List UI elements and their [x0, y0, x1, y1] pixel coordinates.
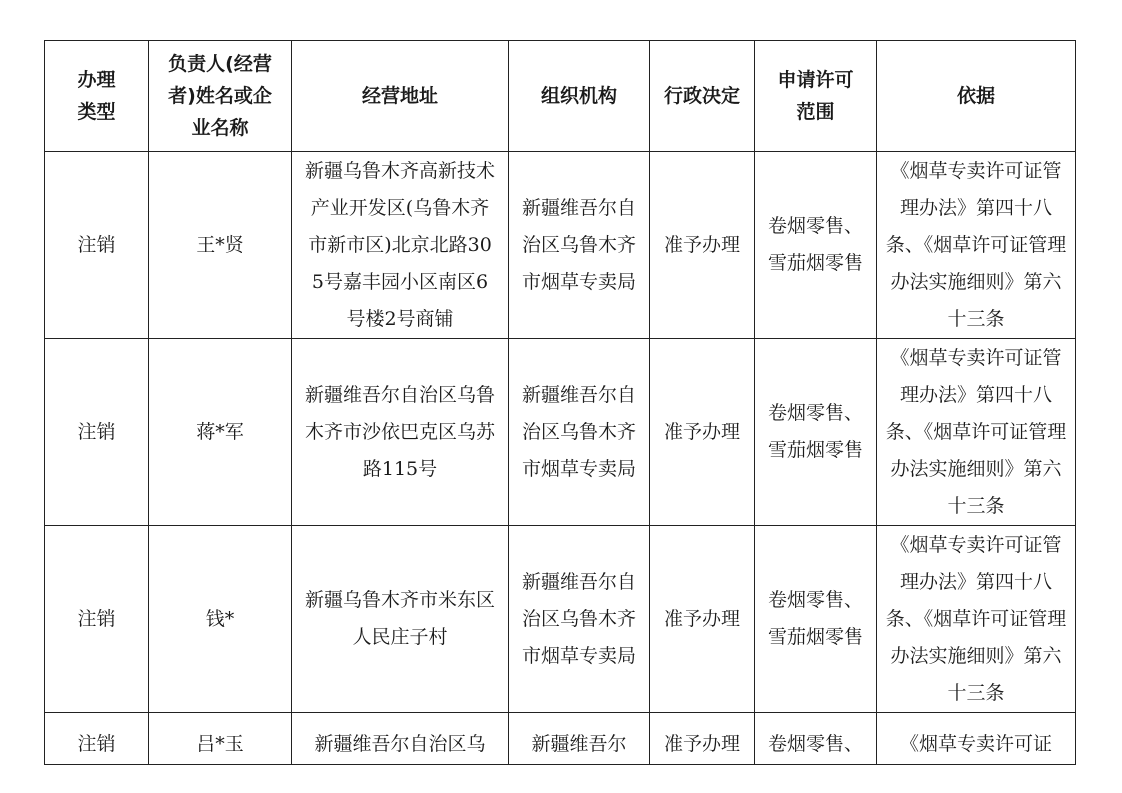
cell-decision: 准予办理: [650, 713, 755, 765]
cell-org: 新疆维吾尔自治区乌鲁木齐市烟草专卖局: [509, 339, 650, 526]
license-cancellation-table: [44, 40, 1076, 765]
cell-org: 新疆维吾尔: [509, 713, 650, 765]
cell-address: 新疆乌鲁木齐高新技术产业开发区(乌鲁木齐市新市区)北京北路305号嘉丰园小区南区6号楼2号商铺: [292, 152, 509, 339]
cell-basis: 《烟草专卖许可证: [877, 713, 1076, 765]
header-scope: 申请许可范围: [755, 41, 877, 152]
cell-name: 蒋*军: [149, 339, 292, 526]
cell-scope: 卷烟零售、雪茄烟零售: [755, 339, 877, 526]
cell-address: 新疆维吾尔自治区乌鲁木齐市沙依巴克区乌苏路115号: [292, 339, 509, 526]
cell-name: 钱*: [149, 526, 292, 713]
header-basis: 依据: [877, 41, 1076, 152]
cell-basis: 《烟草专卖许可证管理办法》第四十八条、《烟草许可证管理办法实施细则》第六十三条: [877, 526, 1076, 713]
cell-type: 注销: [45, 526, 149, 713]
cell-decision: 准予办理: [650, 339, 755, 526]
cell-name: 吕*玉: [149, 713, 292, 765]
cell-decision: 准予办理: [650, 152, 755, 339]
cell-address: 新疆乌鲁木齐市米东区人民庄子村: [292, 526, 509, 713]
cell-type: 注销: [45, 339, 149, 526]
header-address: 经营地址: [292, 41, 509, 152]
cell-scope: 卷烟零售、雪茄烟零售: [755, 152, 877, 339]
cell-basis: 《烟草专卖许可证管理办法》第四十八条、《烟草许可证管理办法实施细则》第六十三条: [877, 339, 1076, 526]
cell-org: 新疆维吾尔自治区乌鲁木齐市烟草专卖局: [509, 526, 650, 713]
cell-scope: 卷烟零售、雪茄烟零售: [755, 526, 877, 713]
table-row: [45, 152, 1076, 339]
header-decision: 行政决定: [650, 41, 755, 152]
cell-decision: 准予办理: [650, 526, 755, 713]
cell-basis: 《烟草专卖许可证管理办法》第四十八条、《烟草许可证管理办法实施细则》第六十三条: [877, 152, 1076, 339]
header-org: 组织机构: [509, 41, 650, 152]
cell-type: 注销: [45, 152, 149, 339]
cell-scope: 卷烟零售、: [755, 713, 877, 765]
table-row: [45, 526, 1076, 713]
header-name: 负责人(经营者)姓名或企业名称: [149, 41, 292, 152]
cell-address: 新疆维吾尔自治区乌: [292, 713, 509, 765]
header-row: [45, 41, 1076, 152]
table-row: [45, 339, 1076, 526]
cell-type: 注销: [45, 713, 149, 765]
cell-name: 王*贤: [149, 152, 292, 339]
table-row: [45, 713, 1076, 765]
header-type: 办理类型: [45, 41, 149, 152]
cell-org: 新疆维吾尔自治区乌鲁木齐市烟草专卖局: [509, 152, 650, 339]
